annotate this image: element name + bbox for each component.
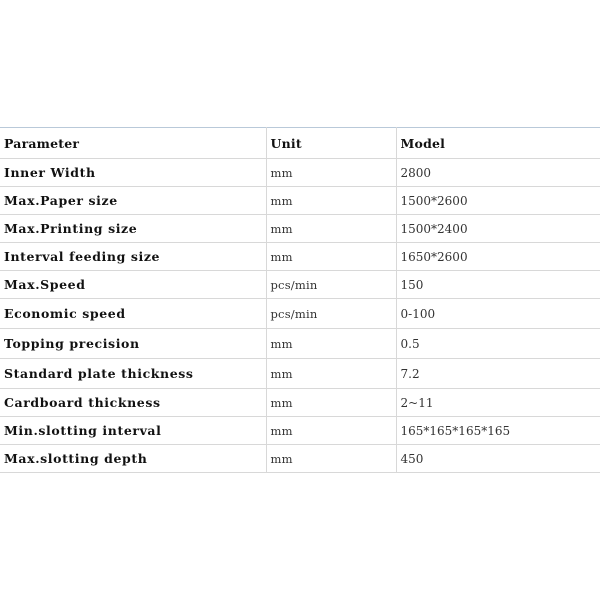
parameter-cell: Interval feeding size — [0, 243, 266, 271]
table-row — [0, 445, 600, 473]
table-header-row — [0, 128, 600, 159]
unit-cell: pcs/min — [266, 299, 396, 329]
parameter-cell: Standard plate thickness — [0, 359, 266, 389]
table-row — [0, 243, 600, 271]
spec-table — [0, 127, 600, 473]
parameter-cell: Cardboard thickness — [0, 389, 266, 417]
unit-cell: mm — [266, 329, 396, 359]
parameter-cell: Economic speed — [0, 299, 266, 329]
parameter-cell: Max.Speed — [0, 271, 266, 299]
table-row — [0, 329, 600, 359]
table-row — [0, 215, 600, 243]
unit-cell: pcs/min — [266, 271, 396, 299]
model-cell: 1500*2400 — [396, 215, 600, 243]
parameter-cell: Max.Paper size — [0, 187, 266, 215]
header-unit: Unit — [266, 128, 396, 159]
header-parameter: Parameter — [0, 128, 266, 159]
unit-cell: mm — [266, 243, 396, 271]
table-row — [0, 359, 600, 389]
parameter-cell: Topping precision — [0, 329, 266, 359]
header-model: Model — [396, 128, 600, 159]
parameter-cell: Min.slotting interval — [0, 417, 266, 445]
model-cell: 2~11 — [396, 389, 600, 417]
parameter-cell: Max.slotting depth — [0, 445, 266, 473]
model-cell: 7.2 — [396, 359, 600, 389]
parameter-cell: Inner Width — [0, 159, 266, 187]
unit-cell: mm — [266, 187, 396, 215]
unit-cell: mm — [266, 159, 396, 187]
model-cell: 1500*2600 — [396, 187, 600, 215]
model-cell: 165*165*165*165 — [396, 417, 600, 445]
unit-cell: mm — [266, 445, 396, 473]
table-row — [0, 389, 600, 417]
unit-cell: mm — [266, 359, 396, 389]
table-row — [0, 187, 600, 215]
parameter-cell: Max.Printing size — [0, 215, 266, 243]
model-cell: 0.5 — [396, 329, 600, 359]
table-row — [0, 271, 600, 299]
unit-cell: mm — [266, 417, 396, 445]
unit-cell: mm — [266, 389, 396, 417]
table-row — [0, 159, 600, 187]
model-cell: 0-100 — [396, 299, 600, 329]
model-cell: 2800 — [396, 159, 600, 187]
model-cell: 150 — [396, 271, 600, 299]
unit-cell: mm — [266, 215, 396, 243]
table-row — [0, 299, 600, 329]
model-cell: 1650*2600 — [396, 243, 600, 271]
table-row — [0, 417, 600, 445]
model-cell: 450 — [396, 445, 600, 473]
